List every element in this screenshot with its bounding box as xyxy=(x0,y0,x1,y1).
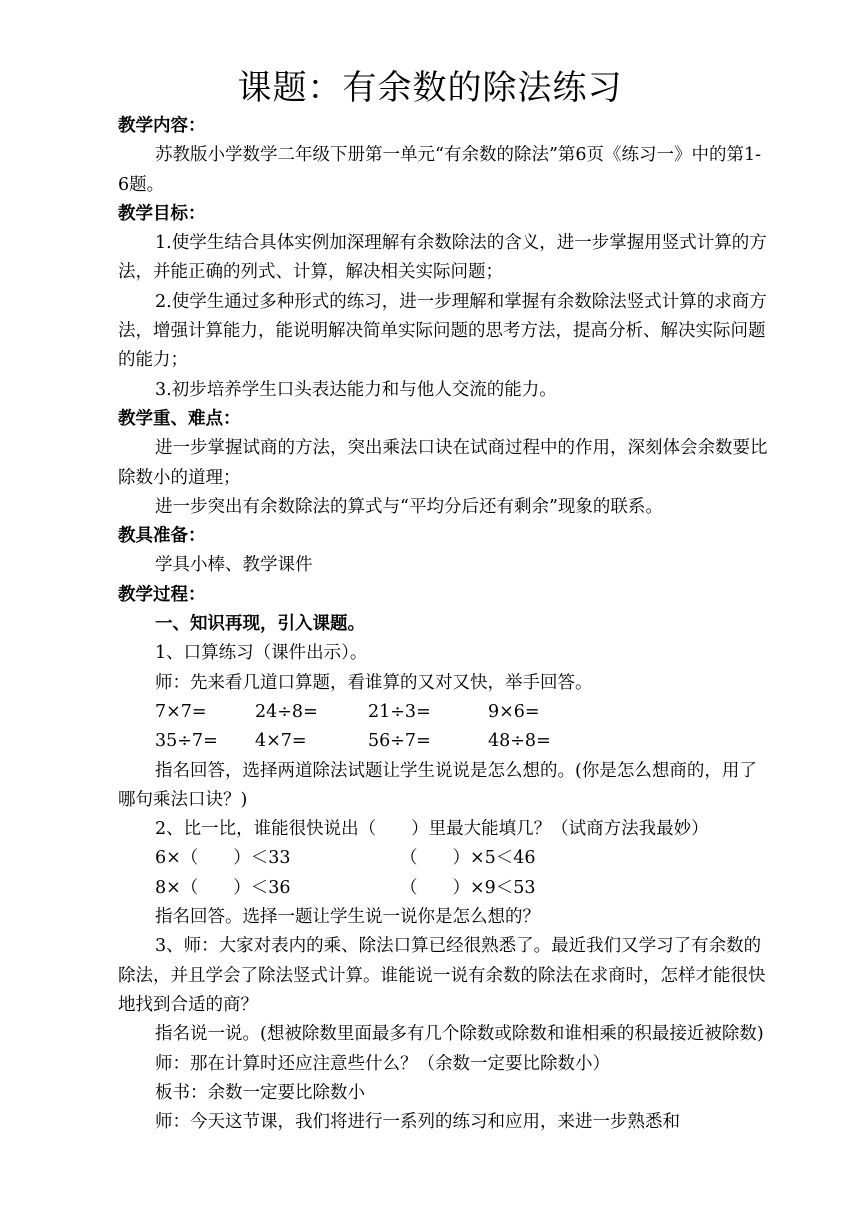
calc-item: 56÷7= xyxy=(368,731,431,752)
process-paragraph: 师：那在计算时还应注意些什么？（余数一定要比除数小） xyxy=(155,1053,610,1074)
fill-item: 8×（ ）＜36 xyxy=(155,877,291,898)
page-title: 课题：有余数的除法练习 xyxy=(237,68,623,108)
goal-item: 1.使学生结合具体实例加深理解有余数除法的含义，进一步掌握用竖式计算的方法，并能正确的列式、计算，解决相关实际问题； xyxy=(118,233,767,283)
process-paragraph: 2、比一比，谁能很快说出（ ）里最大能填几？（试商方法我最妙） xyxy=(155,819,709,840)
fill-row xyxy=(118,874,768,903)
calc-row xyxy=(118,698,768,727)
goal-item: 2.使学生通过多种形式的练习，进一步理解和掌握有余数除法竖式计算的求商方法，增强计算能力，能说明解决简单实际问题的思考方法，提高分析、解决实际问题的能力； xyxy=(118,291,767,371)
document-body xyxy=(118,112,768,1137)
fill-item: （ ）×9＜53 xyxy=(400,877,536,898)
fill-item: （ ）×5＜46 xyxy=(400,848,536,869)
section-heading-process: 教学过程： xyxy=(118,584,206,605)
section-heading-content: 教学内容： xyxy=(118,116,206,136)
process-paragraph: 指名回答。选择一题让学生说一说你是怎么想的？ xyxy=(155,907,540,928)
process-paragraph: 指名回答，选择两道除法试题让学生说说是怎么想的。(你是怎么想商的，用了哪句乘法口诀？) xyxy=(118,760,757,810)
process-paragraph: 1、口算练习（课件出示）。 xyxy=(155,643,368,664)
process-paragraph: 板书：余数一定要比除数小 xyxy=(155,1082,365,1103)
process-paragraph: 3、师：大家对表内的乘、除法口算已经很熟悉了。最近我们又学习了有余数的除法，并且学会了除法竖式计算。谁能说一说有余数的除法在求商时，怎样才能很快地找到合适的商？ xyxy=(118,936,766,1015)
tools-paragraph: 学具小棒、教学课件 xyxy=(155,555,313,576)
section-heading-key-points: 教学重、难点： xyxy=(118,408,241,429)
calc-item: 7×7= xyxy=(155,701,207,722)
calc-item: 35÷7= xyxy=(155,731,218,752)
key-point: 进一步掌握试商的方法，突出乘法口诀在试商过程中的作用，深刻体会余数要比除数小的道理； xyxy=(118,438,768,488)
fill-item: 6×（ ）＜33 xyxy=(155,848,291,869)
calc-item: 21÷3= xyxy=(368,701,431,722)
calc-item: 9×6= xyxy=(488,701,540,722)
fill-row xyxy=(118,844,768,873)
key-point: 进一步突出有余数除法的算式与“平均分后还有剩余”现象的联系。 xyxy=(155,496,663,517)
process-paragraph: 师：今天这节课，我们将进行一系列的练习和应用，来进一步熟悉和 xyxy=(155,1112,680,1133)
process-paragraph: 师：先来看几道口算题，看谁算的又对又快，举手回答。 xyxy=(155,672,593,693)
calc-item: 24÷8= xyxy=(255,701,318,722)
process-paragraph: 指名说一说。(想被除数里面最多有几个除数或除数和谁相乘的积最接近被除数) xyxy=(155,1024,764,1045)
calc-item: 48÷8= xyxy=(488,731,551,752)
process-part-heading: 一、知识再现，引入课题。 xyxy=(155,614,365,635)
calc-item: 4×7= xyxy=(255,731,307,752)
section-heading-tools: 教具准备： xyxy=(118,526,206,547)
calc-row xyxy=(118,727,768,756)
content-paragraph: 苏教版小学数学二年级下册第一单元“有余数的除法”第6页《练习一》中的第1-6题。 xyxy=(118,145,762,195)
goal-item: 3.初步培养学生口头表达能力和与他人交流的能力。 xyxy=(155,379,557,400)
section-heading-goals: 教学目标： xyxy=(118,203,206,224)
